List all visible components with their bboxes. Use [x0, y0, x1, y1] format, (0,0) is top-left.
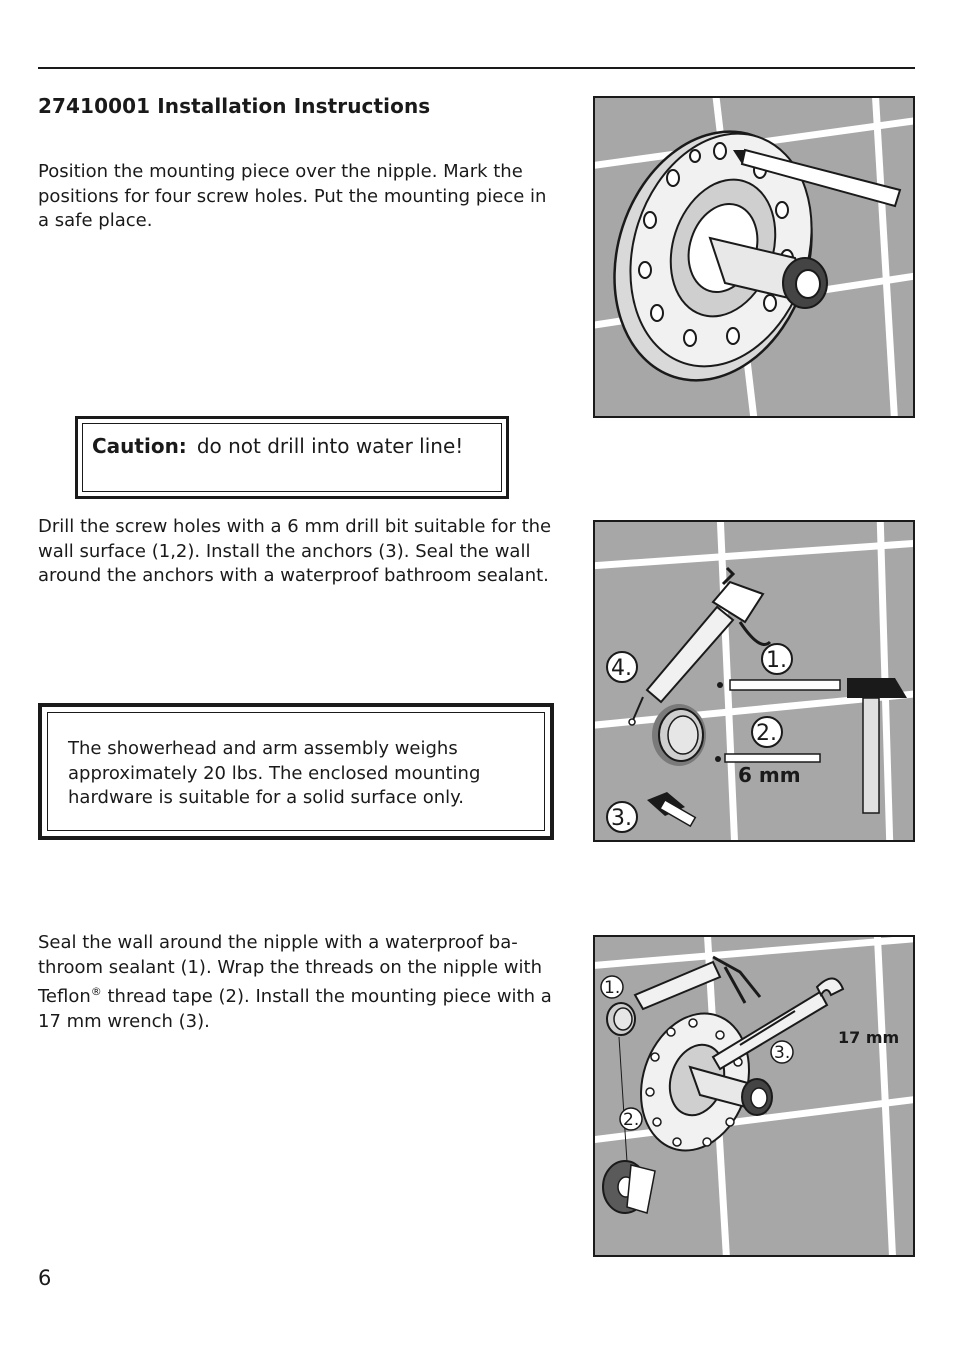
caution-line [92, 434, 463, 458]
callout-2: 2. [756, 721, 777, 746]
figure-mark-holes [593, 96, 915, 418]
figure-drill-anchors [593, 520, 915, 842]
wrench-size-label: 17 mm [838, 1028, 900, 1047]
masonry-drill-bit [717, 680, 840, 690]
figure-install-mounting-piece-drawing [595, 937, 913, 1255]
figure-mark-holes-drawing [595, 98, 913, 416]
caulk-gun [635, 957, 760, 1009]
step-3-text-after: thread tape (2). Install the mounting piece with a 17 mm wrench (3). [38, 986, 552, 1032]
weight-note-text: The showerhead and arm assembly weighs approximately 20 lbs. The enclosed mounting hardware is suitable for a solid surface only. [68, 738, 481, 809]
step-3-text-before: Seal the wall around the nipple with a waterproof ba-throom sealant (1). Wrap the threads on the nipple with Teflon [38, 932, 542, 1008]
page-number: 6 [38, 1266, 52, 1290]
callout-3: 3. [774, 1043, 791, 1063]
header-rule [38, 67, 915, 69]
step-2-text: Drill the screw holes with a 6 mm drill bit suitable for the wall surface (1,2). Install the anchors (3). Seal the wall around the anchors with a waterproof bathroom sealant. [38, 516, 552, 587]
callout-4: 4. [611, 656, 632, 681]
caution-label: Caution: [92, 434, 187, 458]
callout-3: 3. [611, 806, 632, 831]
caution-box [75, 416, 509, 499]
wall-anchor [647, 792, 695, 826]
drill-size-label: 6 mm [738, 763, 801, 787]
weight-note-box [38, 703, 554, 840]
step-3-text [38, 931, 558, 1034]
registered-mark: ® [90, 985, 102, 999]
figure-drill-anchors-drawing [595, 522, 913, 840]
caution-text: do not drill into water line! [196, 434, 464, 458]
wall-nipple [652, 704, 706, 766]
page-title: 27410001 Installation Instructions [38, 94, 431, 118]
drill-bit-6mm [715, 754, 820, 762]
threaded-nipple [607, 1003, 635, 1035]
caulk-gun [629, 568, 770, 725]
figure-install-mounting-piece [593, 935, 915, 1257]
callout-1: 1. [766, 648, 787, 673]
callout-1: 1. [604, 978, 621, 998]
step-1-text: Position the mounting piece over the nipple. Mark the positions for four screw holes. Put the mounting piece in a safe place. [38, 161, 547, 232]
callout-2: 2. [623, 1110, 640, 1130]
